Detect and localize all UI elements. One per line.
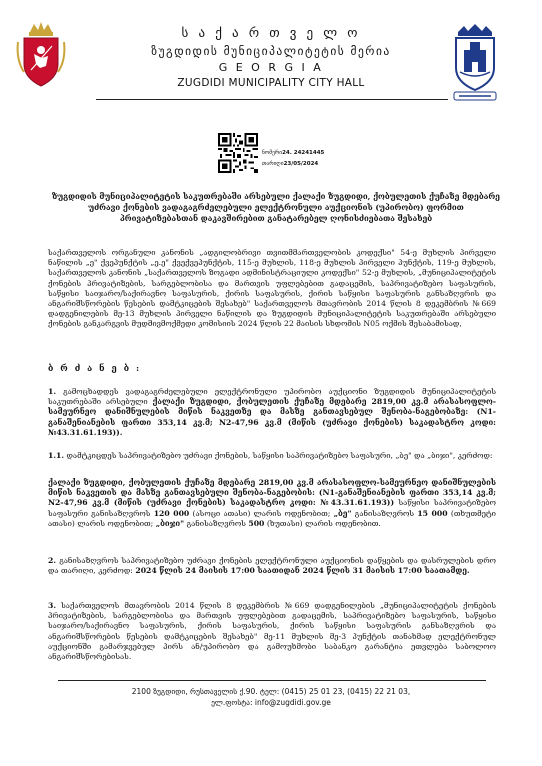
item-3-paragraph: 3. საქართველოს მთავრობის 2014 წლის 8 დეკემბრის №669 დადგენილების „მუნიციპალიტეტის ქონების პრივატიზების, სარგებლობისა და მართვის უფლებებით გადაცემის, საპრივატიზებო საფასურის, საწყისი საიჯარო/საქირავნო საფასურის, ქირის საფასურის, ქირის საწყისი საფასურის განსაზღვრის და ანგარიშსწორების წესების დამტკიცების შესახებ" მე-11 მუხლის მე-3 პუნქტის თანახმად ელექტრონულ აუქციონში გამარჯვებულ პირს ან/უპირობო და გამოუხმობი საბანკო გარანტია ეთვლება საბოლოო ანგარიშსწორებისას. [48,601,496,662]
item-2-paragraph: 2. განისაზღვროს საპრივატიზებო უძრავი ქონების ელექტრონული აუქციონის დაწყების და დასრულების დრო და თარიღი, კერძოდ: 2024 წლის 24 მაისის 17:00 საათიდან 2024 წლის 31 მაისის 17:00 საათამდე. [48,556,496,576]
decree-heading: ბ რ ძ ა ნ ე ბ : [48,364,142,374]
header-divider [96,99,448,100]
qr-code-icon[interactable] [218,133,258,173]
document-date: თარიღი23/05/2024 [262,161,319,167]
document-meta [262,148,324,170]
intro-paragraph: საქართველოს ორგანული კანონის „ადგილობრივი თვითმმართველობის კოდექსი" 54-ე მუხლის პირველი ნაწილის „ე" ქვეპუნქტის „ე.ე" ქვექვეპუნქტის, 115-ე მუხლის, 118-ე მუხლის პირველი პუნქტის, 119-ე მუხლის, საქართველოს კანონის „საქართველოს ზოგადი ადმინისტრაციული კოდექსი" 52-ე მუხლის, „მუნიციპალიტეტის ქონების პრივატიზების, სარგებლობისა და მართვის უფლებებით გადაცემის, საპრივატიზებო საფასურის, საწყისი საიჯარო/საქირავნო საფასურის, ქირის საფასურის, ქირის საწყისი საფასურის განსაზღვრის და ანგარიშსწორების წესების დამტკიცების შესახებ" საქართველოს მთავრობის 2014 წლის 8 დეკემბრის №669 დადგენილების მე-13 მუხლის პირველი ნაწილის და ზუგდიდის მუნიციპალიტეტის საკუთრებაში არსებული ქონების განკარგვის მუდმივმოქმედი კომისიის 2024 წლის 22 მაისის სხდომის N05 ოქმის შესაბამისად, [48,248,496,329]
item-1-1-paragraph: 1.1. დამტკიცდეს საპრივატიზებო უძრავი ქონების, საწყისი საპრივატიზებო საფასური, „ბე" და „ბიჯი", კერძოდ: [48,451,493,460]
footer-divider [58,680,486,681]
document-title: ზუგდიდის მუნიციპალიტეტის საკუთრებაში არსებული ქალაქი ზუგდიდი, ქობულეთის ქუჩაზე მდებარე უძრავი ქონების ვადაგაგრძელებული ელექტრონული აუქციონის (უპირობო) ფორმით პრივატიზებასთან დაკავშირებით განატარებელ ღონისძიებათა შესახებ [52,192,500,224]
footer-email[interactable]: ელ.ფოსტა: info@zugdidi.gov.ge [211,698,331,707]
item-1-1-details-paragraph: ქალაქი ზუგდიდი, ქობულეთის ქუჩაზე მდებარე 2819,00 კვ.მ არასასოფლო-სამეურნეო დანიშნულების მიწის ნაკვეთის და მასზე განთავსებული შენობა-ნაგებობის: (N1-განაშენიანების ფართი 353,14 კვ.მ; N2-47,96 კვ.მ (მიწის (უძრავი ქონების) საკადასტრო კოდი: №43.31.61.193)) საწყისი საპრივატიზებო საფასური განისაზღვროს 120 000 (ასოცი ათასი) ლარის ოდენობით; „ბე" განისაზღვროს 15 000 (თხუთმეტი ათასი) ლარის ოდენობით; „ბიჯი" განისაზღვროს 500 (ხუთასი) ლარის ოდენობით. [48,478,496,528]
zugdidi-emblem-logo [450,22,500,102]
header-cityhall-english: ZUGDIDI MUNICIPALITY CITY HALL [177,77,365,89]
item-1-paragraph: 1. გამოცხადდეს ვადაგაგრძელებული ელექტრონული უპირობო აუქციონი ზუგდიდის მუნიციპალიტეტის საკუთრებაში არსებული ქალაქი ზუგდიდი, ქობულეთის ქუჩაზე მდებარე 2819,00 კვ.მ არასასოფლო-სამეურნეო დანიშნულების მიწის ნაკვეთზე და მასზე განთავსებულ შენობა-ნაგებობაზე: (N1-განაშენიანების ფართი 353,14 კვ.მ; N2-47,96 კვ.მ (მიწის (უძრავი ქონების) საკადასტრო კოდი: №43.31.61.193)). [48,387,496,437]
footer-address: 2100 ზუგდიდი, რუსთაველის ქ.90. ტელ: (0415) 25 01 23, (0415) 22 21 03, [131,687,411,696]
header-country-english: G E O R G I A [218,61,324,74]
document-number: ნომერი24. 24241445 [262,150,325,156]
footer [0,686,542,708]
header-cityhall-georgian: ზუგდიდის მუნიციპალიტეტის მერია [151,44,391,58]
header-country-georgian: ს ა ქ ა რ თ ვ ე ლ ო [181,26,361,41]
